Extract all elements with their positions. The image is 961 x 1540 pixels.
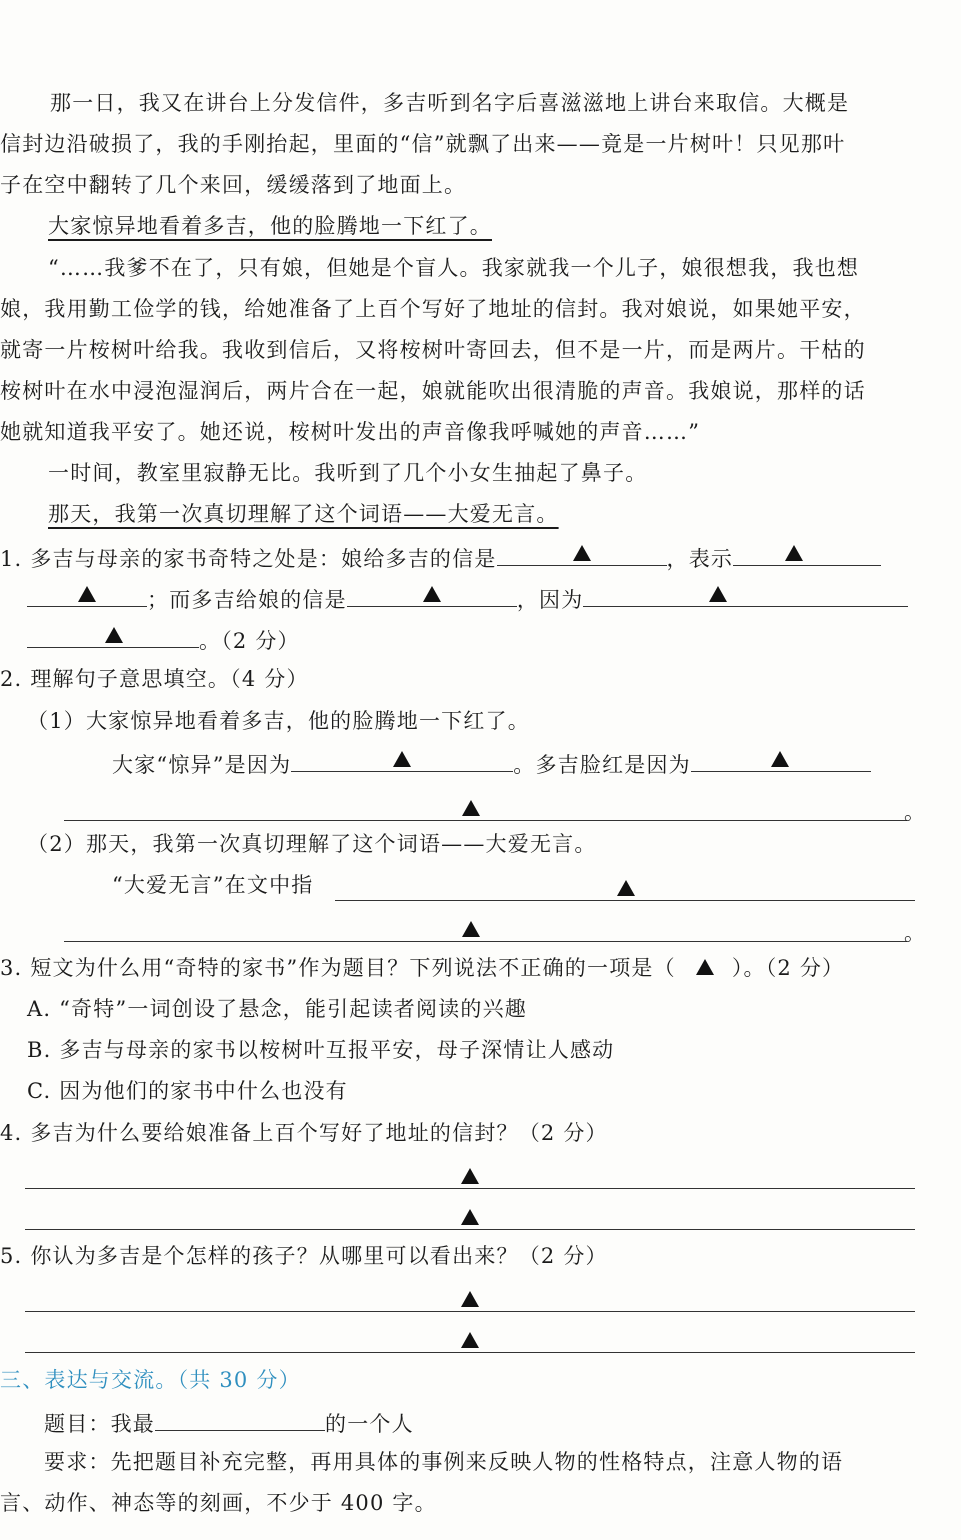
triangle-marker-icon	[573, 545, 591, 561]
triangle-marker-icon	[461, 1168, 479, 1184]
passage-line: 娘，我用勤工俭学的钱，给她准备了上百个写好了地址的信封。我对娘说，如果她平安，	[0, 297, 866, 321]
option-c[interactable]: C. 因为他们的家书中什么也没有	[27, 1079, 348, 1103]
answer-blank[interactable]	[27, 623, 199, 648]
triangle-marker-icon	[461, 1209, 479, 1225]
period-mark: 。	[904, 921, 927, 945]
question-text: 多吉与母亲的家书奇特之处是：娘给多吉的信是	[30, 547, 497, 571]
question-text: 大家“惊异”是因为	[112, 753, 292, 777]
triangle-marker-icon	[105, 627, 123, 643]
composition-topic	[44, 1406, 414, 1439]
question-2	[0, 664, 309, 694]
topic-prefix: 题目：我最	[44, 1412, 155, 1436]
question-4	[0, 1118, 608, 1148]
option-b[interactable]: B. 多吉与母亲的家书以桉树叶互报平安，母子深情让人感动	[27, 1038, 615, 1062]
triangle-marker-icon	[462, 800, 480, 816]
passage-line: 那一日，我又在讲台上分发信件，多吉听到名字后喜滋滋地上讲台来取信。大概是	[50, 91, 850, 115]
answer-line[interactable]	[64, 941, 907, 942]
question-text: “大爱无言”在文中指	[112, 873, 314, 897]
triangle-marker-icon	[771, 751, 789, 767]
triangle-marker-icon	[709, 586, 727, 602]
answer-blank[interactable]	[691, 747, 871, 772]
sub-question-2: （2）那天，我第一次真切理解了这个词语——大爱无言。	[27, 832, 597, 856]
question-number: 1.	[0, 547, 23, 571]
question-number: 2.	[0, 667, 23, 691]
requirement-line: 要求：先把题目补充完整，再用具体的事例来反映人物的性格特点，注意人物的语	[44, 1450, 844, 1474]
question-number: 4.	[0, 1121, 23, 1145]
underlined-sentence: 那天，我第一次真切理解了这个词语——大爱无言。	[48, 502, 559, 526]
question-5	[0, 1241, 608, 1271]
passage-line: 一时间，教室里寂静无比。我听到了几个小女生抽起了鼻子。	[48, 461, 648, 485]
question-text: 理解句子意思填空。（4 分）	[30, 667, 309, 691]
passage-line: 桉树叶在水中浸泡湿润后，两片合在一起，娘就能吹出很清脆的声音。我娘说，那样的话	[0, 379, 866, 403]
question-score: 。（2 分）	[199, 629, 300, 653]
requirement-line: 言、动作、神态等的刻画，不少于 400 字。	[0, 1491, 437, 1515]
passage-line: 就寄一片桉树叶给我。我收到信后，又将桉树叶寄回去，但不是一片，而是两片。干枯的	[0, 338, 866, 362]
triangle-marker-icon	[617, 880, 635, 896]
question-text: ；而多吉给娘的信是	[147, 588, 347, 612]
underlined-sentence: 大家惊异地看着多吉，他的脸腾地一下红了。	[48, 214, 492, 238]
sub-question-1-fill	[112, 747, 871, 780]
passage-line: “……我爹不在了，只有娘，但她是个盲人。我家就我一个儿子，娘很想我，我也想	[48, 256, 860, 280]
question-number: 5.	[0, 1244, 23, 1268]
passage-line: 她就知道我平安了。她还说，桉树叶发出的声音像我呼喊她的声音……”	[0, 420, 701, 444]
answer-line[interactable]	[64, 820, 907, 821]
triangle-marker-icon	[423, 586, 441, 602]
question-1	[0, 541, 881, 574]
question-text: 你认为多吉是个怎样的孩子？从哪里可以看出来？（2 分）	[30, 1244, 608, 1268]
answer-line[interactable]	[25, 1229, 915, 1230]
triangle-marker-icon	[696, 959, 714, 975]
question-text: 。多吉脸红是因为	[513, 753, 691, 777]
question-text: 多吉为什么要给娘准备上百个写好了地址的信封？（2 分）	[30, 1121, 608, 1145]
sub-question-2-fill	[112, 870, 313, 900]
triangle-marker-icon	[393, 751, 411, 767]
question-1-cont	[27, 582, 908, 615]
answer-line[interactable]	[25, 1188, 915, 1189]
question-text: 短文为什么用“奇特的家书”作为题目？下列说法不正确的一项是（	[30, 956, 676, 980]
answer-line[interactable]	[25, 1311, 915, 1312]
triangle-marker-icon	[461, 1332, 479, 1348]
answer-line[interactable]	[25, 1352, 915, 1353]
triangle-marker-icon	[78, 586, 96, 602]
answer-blank[interactable]	[347, 582, 517, 607]
topic-blank[interactable]	[155, 1406, 325, 1431]
question-number: 3.	[0, 956, 23, 980]
answer-line[interactable]	[335, 900, 915, 901]
triangle-marker-icon	[462, 921, 480, 937]
answer-blank[interactable]	[583, 582, 908, 607]
question-text: ，因为	[516, 588, 584, 612]
question-1-end	[27, 623, 300, 656]
question-text: ，表示	[666, 547, 734, 571]
answer-blank[interactable]	[291, 747, 513, 772]
topic-suffix: 的一个人	[325, 1412, 414, 1436]
answer-blank[interactable]	[27, 582, 147, 607]
section-title: 三、表达与交流。（共 30 分）	[0, 1368, 301, 1392]
triangle-marker-icon	[461, 1291, 479, 1307]
answer-blank[interactable]	[733, 541, 881, 566]
period-mark: 。	[904, 800, 927, 824]
passage-line: 信封边沿破损了，我的手刚抬起，里面的“信”就飘了出来——竟是一片树叶！只见那叶	[0, 132, 846, 156]
answer-blank[interactable]	[497, 541, 667, 566]
question-3	[0, 953, 844, 983]
question-text: ）。（2 分）	[731, 956, 845, 980]
triangle-marker-icon	[785, 545, 803, 561]
answer-bracket[interactable]	[676, 955, 732, 975]
option-a[interactable]: A. “奇特”一词创设了悬念，能引起读者阅读的兴趣	[27, 997, 527, 1021]
sub-question-1: （1）大家惊异地看着多吉，他的脸腾地一下红了。	[27, 709, 530, 733]
passage-line: 子在空中翻转了几个来回，缓缓落到了地面上。	[0, 173, 467, 197]
